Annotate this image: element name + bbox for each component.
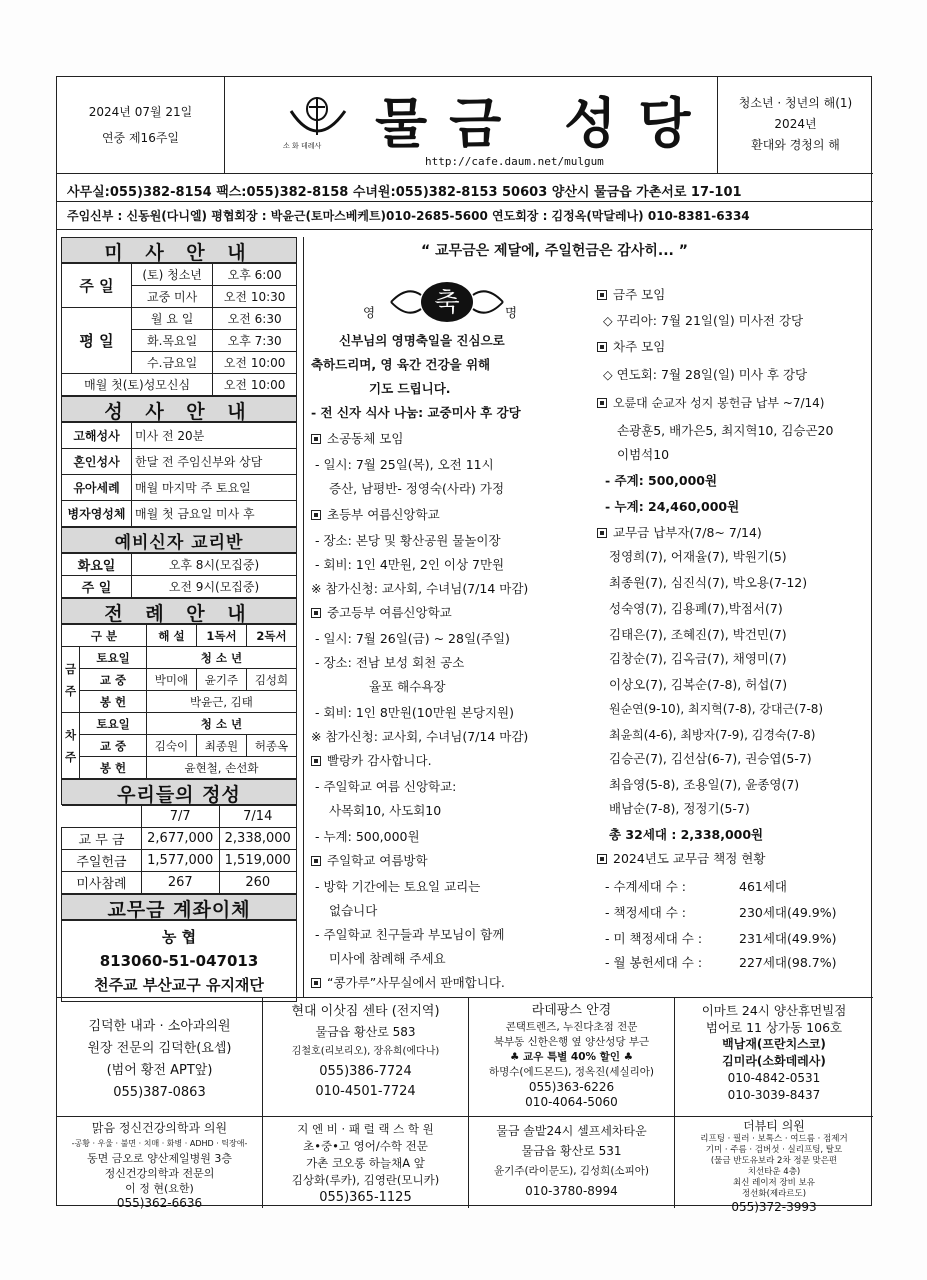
payer-line: 김승곤(7), 김선삼(6-7), 권승엽(5-7) [609,751,812,766]
right-line: 손광훈5, 배가은5, 최지혁10, 김승곤20 [617,423,834,438]
ad-clinic [57,998,263,1116]
ad-line: 물금읍 황산로 583 [315,1025,416,1039]
ad-line: 물금읍 황산로 531 [521,1144,622,1158]
bullet-icon [311,978,321,988]
role-value: 최종원 [196,735,246,757]
notice-heading-text: “콩가루”사무실에서 판매합니다. [327,975,505,990]
liturgical-week: 연중 제16주일 [101,131,180,145]
notice-line: - 장소: 본당 및 황산공원 물놀이장 [315,533,501,548]
ad-line: 현대 이삿짐 센타 (전지역) [291,1004,440,1019]
catechumen-table [61,553,297,598]
bullet-icon [597,528,607,538]
account-holder: 천주교 부산교구 유지재단 [94,976,264,994]
notice-line: - 장소: 전남 보성 회천 공소 [315,655,465,670]
role-label: 봉 헌 [80,757,147,779]
ad-line: -공황 · 우울 · 불면 · 치매 · 화병 · ADHD · 틱장애- [71,1139,248,1148]
role-value: 김성희 [246,669,296,691]
bullet-icon [311,510,321,520]
ad-phone: 055)362-6636 [116,1196,203,1210]
bullet-icon [311,434,321,444]
payer-line: 최읍영(5-8), 조용일(7), 윤종영(7) [609,777,800,792]
notice-line: - 방학 기간에는 토요일 교리는 [315,879,481,894]
notice-line: 없습니다 [329,903,378,918]
ad-academy [263,1116,469,1208]
mass-time: 오후 6:00 [213,264,297,286]
officers-line: 주임신부 : 신동원(다니엘) 평협회장 : 박윤근(토마스베케트)010-2685-5600 연도회장 : 김정옥(막달레나) 010-8381-6334 [67,209,750,223]
mass-time: 오후 7:30 [213,330,297,352]
ad-line: 물금 솔밭24시 셀프세차타운 [496,1124,647,1138]
sacrament-desc: 한달 전 주임신부와 상담 [132,449,297,475]
ad-line: 가촌 코오롱 하늘채A 앞 [306,1156,425,1170]
ad-line: ♣ 교우 특별 40% 할인 ♣ [509,1051,634,1063]
right-heading-text: 차주 모임 [613,339,666,354]
ad-line: 원장 전문의 김덕한(요셉) [87,1041,232,1056]
bullet-icon [311,856,321,866]
offering-label: 주일헌금 [62,850,142,872]
ad-beauty [675,1116,873,1214]
mass-day: 수.금요일 [132,352,213,374]
class-time: 오후 8시(모집중) [132,554,297,576]
stat-label: - 월 봉헌세대 수 : [605,955,703,970]
ad-line: 리프팅 · 필러 · 보톡스 · 여드름 · 점제거 [700,1134,848,1144]
right-line: - 누계: 24,460,000원 [605,499,740,514]
week-label: 금주 [62,647,80,713]
notice-heading [311,749,432,773]
header-title-box [225,77,717,173]
role-label: 교 중 [80,669,147,691]
right-heading-text: 2024년도 교무금 책정 현황 [613,851,766,866]
ad-carwash [469,1116,675,1208]
ad-phone: 010-3780-8994 [525,1184,618,1198]
bullet-icon [597,398,607,408]
mass-table [61,263,297,396]
right-heading [597,391,824,415]
notice-line: ※ 참가신청: 교사회, 수녀님(7/14 마감) [311,581,529,596]
feast-char: 축 [434,288,460,318]
notice-line: 사목회10, 사도회10 [329,803,442,818]
right-heading [597,335,665,359]
notice-heading-text: 소공동체 모임 [327,431,404,446]
offering-value: 1,519,000 [219,850,297,872]
stat-value: 461세대 [739,879,788,894]
ad-line: 동면 금오로 양산제일병원 3층 [87,1152,232,1165]
notice-heading-text: 초등부 여름신앙학교 [327,507,440,522]
sacrament-desc: 미사 전 20분 [132,423,297,449]
stat-value: 227세대(98.7%) [739,955,837,970]
ad-line: 김덕한 내과 · 소아과의원 [88,1019,231,1034]
notice-line: - 주일학교 친구들과 부모님이 함께 [315,927,505,942]
mass-heading: 미 사 안 내 [61,237,297,263]
payer-line: 배남순(7-8), 정정기(5-7) [609,801,750,816]
account-heading: 교무금 계좌이체 [61,894,297,920]
offering-value: 2,677,000 [142,828,220,850]
feast-emblem-icon [387,279,507,325]
mass-day: 화.목요일 [132,330,213,352]
right-heading [597,521,762,545]
notice-line: - 회비: 1인 4만원, 2인 이상 7만원 [315,557,505,572]
account-number[interactable]: 813060-51-047013 [99,952,259,970]
bullet-icon [597,854,607,864]
notice-line: 미사에 참례해 주세요 [329,951,446,966]
catechumen-heading: 예비신자 교리반 [61,527,297,553]
ad-phone: 055)386-7724 [319,1064,412,1079]
offering-date: 7/14 [219,806,297,828]
ad-phone: 010-3039-8437 [727,1088,821,1102]
ad-line: 북부동 신한은행 옆 양산성당 부근 [493,1036,650,1048]
divider [57,229,873,230]
notice-heading [311,971,505,995]
mass-day: 월 요 일 [132,308,213,330]
payer-line: 김태은(7), 조혜진(7), 박건민(7) [609,627,787,642]
ad-line: (범어 황전 APT앞) [106,1063,213,1078]
ad-optical [469,998,675,1116]
right-line: ◇ 연도회: 7월 28일(일) 미사 후 강당 [603,367,808,382]
notice-line: - 주일학교 여름 신앙학교: [315,779,457,794]
feast-text: 기도 드립니다. [369,381,451,396]
feast-text: 축하드리며, 영 육간 건강을 위해 [311,357,491,372]
col-header: 해 설 [146,625,196,647]
notice-line: ※ 참가신청: 교사회, 수녀님(7/14 마감) [311,729,529,744]
right-heading-text: 금주 모임 [613,287,666,302]
mass-day: (토) 청소년 [132,264,213,286]
ad-psychiatry [57,1116,263,1208]
feast-text: 신부님의 영명축일을 진심으로 [339,333,505,348]
theme-line-3: 환대와 경청의 해 [751,138,840,152]
divider [57,201,873,202]
stat-value: 230세대(49.9%) [739,905,837,920]
sacrament-name: 혼인성사 [62,449,132,475]
offering-label: 미사참례 [62,872,142,894]
notice-heading [311,601,452,625]
payer-total: 총 32세대 : 2,338,000원 [609,827,764,842]
sunday-label: 주 일 [62,264,132,308]
left-column [61,237,297,1002]
notice-heading [311,503,440,527]
offering-value: 1,577,000 [142,850,220,872]
ad-phone: 010-4842-0531 [727,1071,821,1085]
quote-line: “ 교무금은 제달에, 주일헌금은 감사히... ” [421,243,688,259]
ad-line: 김미라(소화데레사) [722,1054,826,1068]
stat-label: - 책정세대 수 : [605,905,687,920]
payer-line: 원순연(9-10), 최지혁(7-8), 강대근(7-8) [609,702,824,716]
feast-left: 영 [363,305,376,320]
role-value: 박윤근, 김태 [146,691,296,713]
ad-line: 지 엔 비 · 패 럴 랙 스 학 원 [297,1122,434,1136]
ad-phone: 055)365-1125 [319,1190,412,1205]
offering-date: 7/7 [142,806,220,828]
right-heading [597,847,765,871]
class-day: 주 일 [62,576,132,598]
ad-line: 김상화(루카), 김영란(모니카) [291,1173,440,1187]
offering-value: 2,338,000 [219,828,297,850]
divider [57,173,873,174]
mass-time: 오전 10:00 [213,352,297,374]
role-label: 봉 헌 [80,691,147,713]
sacrament-name: 유아세례 [62,475,132,501]
ad-phone: 010-4064-5060 [525,1095,618,1109]
offering-table [61,805,297,894]
logo-caption: 소 화 데레사 [283,142,322,150]
ad-line: (물금 반도유보라 2차 정문 맞은편 [710,1156,838,1166]
week-label: 차주 [62,713,80,779]
ad-line: 백남재(프란치스코) [722,1037,826,1051]
stat-label: - 수계세대 수 : [605,879,687,894]
right-line: 이범석10 [617,447,670,462]
notice-line: 율포 해수욕장 [369,679,446,694]
offering-value: 260 [219,872,297,894]
col-header: 2독서 [246,625,296,647]
role-label: 토요일 [80,713,147,735]
right-line: - 주계: 500,000원 [605,473,718,488]
class-day: 화요일 [62,554,132,576]
right-line: ◇ 꾸리아: 7월 21일(일) 미사전 강당 [603,313,804,328]
role-value: 박미애 [146,669,196,691]
sacraments-table [61,422,297,527]
ad-line: 최신 레이저 장비 보유 [732,1178,815,1188]
right-heading-text: 오륜대 순교자 성지 봉헌금 납부 ~7/14) [613,396,825,410]
ad-line: 더뷰티 의원 [743,1119,805,1133]
offering-value: 267 [142,872,220,894]
role-label: 교 중 [80,735,147,757]
ad-line: 정신건강의학과 전문의 [104,1167,215,1180]
monthly-mass-label: 매월 첫(토)성모신심 [62,374,213,396]
mass-time: 오전 6:30 [213,308,297,330]
mass-day: 교중 미사 [132,286,213,308]
notice-line: - 누계: 500,000원 [315,829,420,844]
liturgy-heading: 전 례 안 내 [61,598,297,624]
notice-heading [311,849,428,873]
ad-line: 치선타운 4층) [747,1167,801,1177]
role-value: 윤기주 [196,669,246,691]
notice-heading-text: 중고등부 여름신앙학교 [327,605,452,620]
sacraments-heading: 성 사 안 내 [61,396,297,422]
ad-line: 이 정 현(요한) [125,1182,194,1195]
monthly-mass-time: 오전 10:00 [213,374,297,396]
sacrament-desc: 매월 첫 금요일 미사 후 [132,501,297,527]
payer-line: 이상오(7), 김복순(7-8), 허섭(7) [609,677,788,692]
ad-line: 라데팡스 안경 [531,1003,612,1018]
offering-label: 교 무 금 [62,828,142,850]
sacrament-desc: 매월 마지막 주 토요일 [132,475,297,501]
ad-line: 정선화(제라르도) [741,1189,807,1199]
contact-line: 사무실:055)382-8154 팩스:055)382-8158 수녀원:055)382-8153 50603 양산시 물금읍 가촌서로 17-101 [67,185,742,200]
ads-section [57,997,873,1214]
payer-line: 성숙영(7), 김용폐(7),박점서(7) [609,601,783,616]
notice-line: - 회비: 1인 8만원(10만원 본당지원) [315,705,515,720]
right-heading-text: 교무금 납부자(7/8~ 7/14) [613,525,762,540]
ad-line: 하명수(에드몬드), 정옥진(세실리아) [488,1066,655,1078]
cafe-url[interactable]: http://cafe.daum.net/mulgum [425,155,604,168]
stat-label: - 미 책정세대 수 : [605,931,703,946]
theme-line-2: 2024년 [774,117,817,131]
header-theme-box [717,77,873,173]
role-label: 토요일 [80,647,147,669]
role-value: 김숙이 [146,735,196,757]
bullet-icon [311,608,321,618]
ad-emart [675,998,873,1116]
mass-time: 오전 10:30 [213,286,297,308]
payer-line: 최윤희(4-6), 최방자(7-9), 김경숙(7-8) [609,728,816,742]
notice-line: 증산, 남평반- 정영숙(사라) 가정 [329,481,505,496]
ad-line: 윤기주(라이문도), 김성희(소피아) [494,1165,649,1177]
ad-line: 이마트 24시 양산휴먼빌점 [701,1003,847,1018]
account-box [61,920,297,1002]
bank-name: 농 협 [161,928,197,946]
ad-moving [263,998,469,1116]
theme-line-1: 청소년 · 청년의 해(1) [738,96,853,110]
ad-phone: 010-4501-7724 [315,1084,416,1099]
offering-heading: 우리들의 정성 [61,779,297,805]
feast-right: 명 [505,305,518,320]
bulletin-date: 2024년 07월 21일 [88,105,193,119]
payer-line: 김창순(7), 김옥금(7), 채영미(7) [609,651,787,666]
parish-title: 물금 성당 [375,91,713,155]
ad-line: 콘택트렌즈, 누진다초점 전문 [505,1021,638,1033]
notice-heading-text: 빨랑카 감사합니다. [327,753,432,768]
header-date-box [57,77,225,173]
bulletin-frame [56,76,872,1214]
ad-phone: 055)387-0863 [113,1085,206,1100]
meal-notice: - 전 신자 식사 나눔: 교중미사 후 강당 [311,405,521,420]
weekday-label: 평 일 [62,308,132,374]
column-divider [303,237,304,997]
role-value: 윤현철, 손선화 [146,757,296,779]
payer-line: 최종원(7), 심진식(7), 박오용(7-12) [609,575,808,590]
payer-line: 정영희(7), 어재율(7), 박원기(5) [609,549,787,564]
bullet-icon [311,756,321,766]
ad-line: 김철호(리보리오), 장유희(에다나) [291,1046,440,1057]
bullet-icon [597,342,607,352]
ad-phone: 055)363-6226 [528,1080,615,1094]
right-heading [597,283,665,307]
role-value: 청 소 년 [146,647,296,669]
stat-value: 231세대(49.9%) [739,931,837,946]
ad-line: 맑음 정신건강의학과 의원 [91,1121,228,1135]
liturgy-table [61,624,297,779]
class-time: 오전 9시(모집중) [132,576,297,598]
bullet-icon [597,290,607,300]
sacrament-name: 고해성사 [62,423,132,449]
ad-line: 초•중•고 영어/수학 전문 [303,1139,428,1153]
notice-heading [311,427,403,451]
role-value: 허종옥 [246,735,296,757]
notice-heading-text: 주일학교 여름방학 [327,853,428,868]
col-header: 구 분 [62,625,147,647]
ad-line: 범어로 11 상가동 106호 [705,1020,843,1035]
col-header: 1독서 [196,625,246,647]
ad-line: 기미 · 주름 · 검버섯 · 실리프팅, 탈모 [705,1145,843,1155]
role-value: 청 소 년 [146,713,296,735]
notice-line: - 일시: 7월 25일(목), 오전 11시 [315,457,494,472]
sacrament-name: 병자영성체 [62,501,132,527]
notice-line: - 일시: 7월 26일(금) ~ 28일(주일) [315,631,510,646]
ad-phone: 055)372-3993 [731,1200,817,1214]
